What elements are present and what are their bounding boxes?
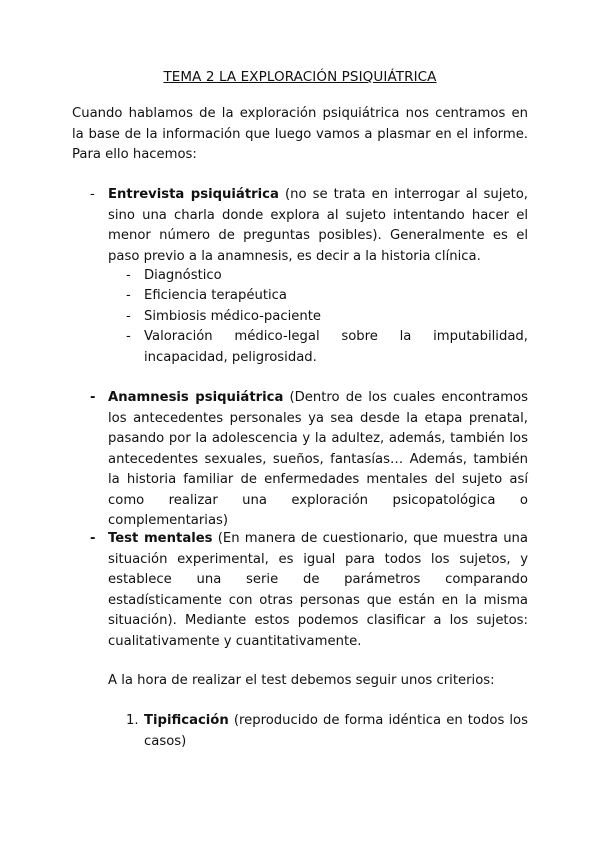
sub-item: Valoración médico-legal sobre la imputabilidad, incapacidad, peligrosidad. — [144, 329, 528, 365]
sub-bullet-marker: - — [126, 288, 131, 303]
bullet-marker: - — [90, 187, 95, 202]
sub-item: Diagnóstico — [144, 268, 222, 283]
item-heading: Entrevista psiquiátrica — [108, 187, 279, 202]
intro-paragraph: Cuando hablamos de la exploración psiquiátrica nos centramos en la base de la información que luego vamos a plasmar en el informe. Para ello hacemos: — [72, 106, 528, 162]
list-item-entrevista — [108, 185, 528, 267]
item-heading: Test mentales — [108, 531, 213, 546]
sub-item: Eficiencia terapéutica — [144, 288, 288, 303]
sub-bullet-marker: - — [126, 268, 131, 283]
item-body: (reproducido de forma idéntica en todos los casos) — [144, 713, 528, 749]
item-body: (no se trata en interrogar al sujeto, sino una charla donde explora al sujeto intentando hacer el menor número de preguntas posibles). Generalmente es el paso previo a la anamnesis, es decir a la historia clínica. — [108, 187, 528, 264]
sub-bullet-marker: - — [126, 329, 131, 344]
bullet-marker: - — [90, 390, 96, 405]
item-body: (Dentro de los cuales encontramos los antecedentes personales ya sea desde la etapa prenatal, pasando por la adolescencia y la adultez, además, también los antecedentes sexuales, sueños, fantasías… Además, también la historia familiar de enfermedades mentales del sujeto así como realizar una exploración psicopatológica o complementarias) — [108, 390, 528, 528]
list-item-test-mentales — [108, 529, 528, 652]
sub-bullet-marker: - — [126, 309, 131, 324]
numbered-item — [144, 711, 528, 752]
item-heading: Anamnesis psiquiátrica — [108, 390, 284, 405]
list-item-anamnesis — [108, 388, 528, 532]
bullet-marker: - — [90, 531, 96, 546]
numbered-marker: 1. — [126, 713, 139, 728]
item-heading: Tipificación — [144, 713, 229, 728]
criteria-intro: A la hora de realizar el test debemos seguir unos criterios: — [108, 673, 495, 688]
sub-item: Simbiosis médico-paciente — [144, 309, 322, 324]
page-title: TEMA 2 LA EXPLORACIÓN PSIQUIÁTRICA — [163, 69, 437, 85]
item-body: (En manera de cuestionario, que muestra una situación experimental, es igual para todos los sujetos, y establece una serie de parámetros comparando estadísticamente con otras personas que están en la misma situación). Mediante estos podemos clasificar a los sujetos: cualitativamente y cuantitativamente. — [108, 531, 528, 649]
